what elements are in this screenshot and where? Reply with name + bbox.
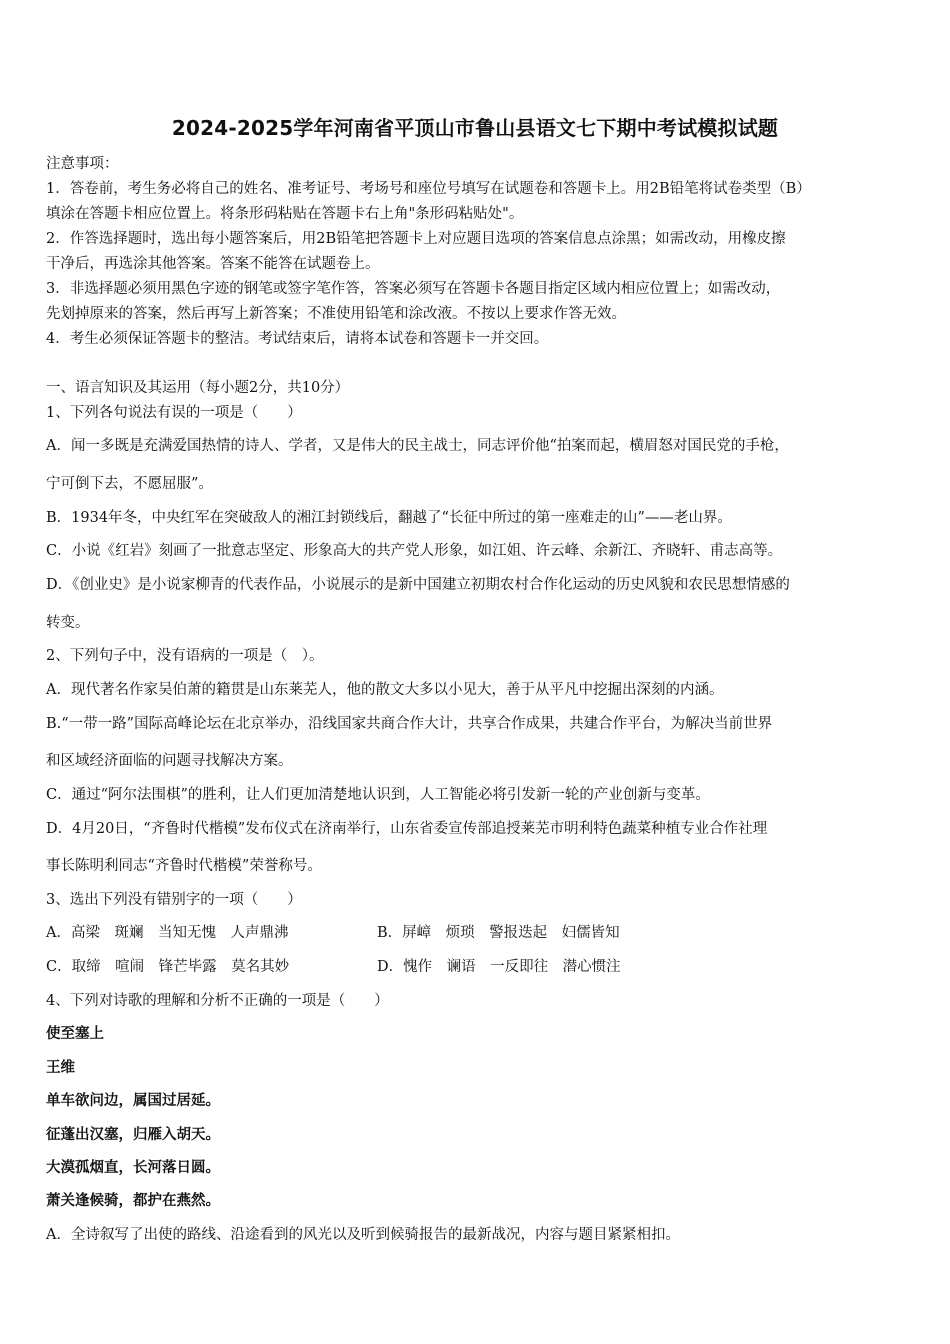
notice-line: 先划掉原来的答案，然后再写上新答案；不准使用铅笔和涂改液。不按以上要求作答无效。 — [46, 306, 626, 322]
q2-option-b-cont: 和区域经济面临的问题寻找解决方案。 — [46, 753, 293, 769]
q4-option-a: A．全诗叙写了出使的路线、沿途看到的风光以及听到候骑报告的最新战况，内容与题目紧紧相扣。 — [46, 1227, 680, 1243]
question-3-stem: 3、选出下列没有错别字的一项（ ） — [46, 892, 302, 908]
q1-option-c: C．小说《红岩》刻画了一批意志坚定、形象高大的共产党人形象，如江姐、许云峰、余新江、齐晓轩、甫志高等。 — [46, 543, 783, 559]
question-4-stem: 4、下列对诗歌的理解和分析不正确的一项是（ ） — [46, 993, 389, 1009]
notice-line: 干净后，再选涂其他答案。答案不能答在试题卷上。 — [46, 256, 380, 272]
q2-option-d-cont: 事长陈明利同志“齐鲁时代楷模”荣誉称号。 — [46, 858, 322, 874]
q1-option-a-cont: 宁可倒下去，不愿屈服”。 — [46, 476, 213, 492]
poem-line: 单车欲问边，属国过居延。 — [46, 1092, 220, 1109]
q3-options-row-1 — [46, 921, 620, 942]
exam-title: 2024-2025学年河南省平顶山市鲁山县语文七下期中考试模拟试题 — [171, 116, 779, 140]
q2-option-a: A．现代著名作家吴伯萧的籍贯是山东莱芜人，他的散文大多以小见大，善于从平凡中挖掘出深刻的内涵。 — [46, 682, 724, 698]
poem-line: 征蓬出汉塞，归雁入胡天。 — [46, 1126, 220, 1143]
q1-option-b: B．1934年冬，中央红军在突破敌人的湘江封锁线后，翻越了“长征中所过的第一座难走的山”——老山界。 — [46, 510, 732, 526]
poem-line: 萧关逢候骑，都护在燕然。 — [46, 1192, 220, 1209]
q3-option-d: D．愧作 谰语 一反即往 潜心惯注 — [377, 959, 621, 975]
question-2-stem: 2、下列句子中，没有语病的一项是（ ）。 — [46, 648, 324, 664]
q1-option-d-cont: 转变。 — [46, 615, 90, 631]
notice-line: 2．作答选择题时，选出每小题答案后，用2B铅笔把答题卡上对应题目选项的答案信息点涂黑；如需改动，用橡皮擦 — [46, 231, 786, 247]
notice-line: 填涂在答题卡相应位置上。将条形码粘贴在答题卡右上角"条形码粘贴处"。 — [46, 206, 524, 222]
notice-line: 1．答卷前，考生务必将自己的姓名、准考证号、考场号和座位号填写在试题卷和答题卡上。用2B铅笔将试卷类型（B） — [46, 181, 811, 197]
q2-option-b: B.“一带一路”国际高峰论坛在北京举办，沿线国家共商合作大计，共享合作成果，共建合作平台，为解决当前世界 — [46, 716, 773, 732]
notice-line: 4．考生必须保证答题卡的整洁。考试结束后，请将本试卷和答题卡一并交回。 — [46, 331, 549, 347]
section-heading: 一、语言知识及其运用（每小题2分，共10分） — [46, 380, 350, 396]
question-1-stem: 1、下列各句说法有误的一项是（ ） — [46, 405, 302, 421]
q3-option-c: C．取缔 喧闹 锋芒毕露 莫名其妙 — [46, 959, 290, 975]
q3-option-a: A．高梁 斑斓 当知无愧 人声鼎沸 — [46, 925, 289, 941]
q2-option-d: D．4月20日，“齐鲁时代楷模”发布仪式在济南举行，山东省委宣传部追授莱芜市明利特色蔬菜种植专业合作社理 — [46, 821, 768, 837]
q2-option-c: C．通过“阿尔法围棋”的胜利，让人们更加清楚地认识到，人工智能必将引发新一轮的产业创新与变革。 — [46, 787, 710, 803]
notice-heading: 注意事项： — [46, 156, 119, 172]
q1-option-a: A．闻一多既是充满爱国热情的诗人、学者，又是伟大的民主战士，同志评价他“拍案而起，横眉怒对国民党的手枪， — [46, 438, 789, 454]
notice-line: 3．非选择题必须用黑色字迹的钢笔或签字笔作答，答案必须写在答题卡各题目指定区域内相应位置上；如需改动， — [46, 281, 781, 297]
poem-line: 大漠孤烟直，长河落日圆。 — [46, 1159, 220, 1176]
q3-option-b: B．屏嶂 烦琐 警报迭起 妇儒皆知 — [377, 925, 620, 941]
poem-author: 王维 — [46, 1059, 75, 1076]
poem-title: 使至塞上 — [46, 1025, 104, 1042]
q1-option-d: D．《创业史》是小说家柳青的代表作品，小说展示的是新中国建立初期农村合作化运动的历史风貌和农民思想情感的 — [46, 577, 790, 593]
q3-options-row-2 — [46, 955, 621, 976]
